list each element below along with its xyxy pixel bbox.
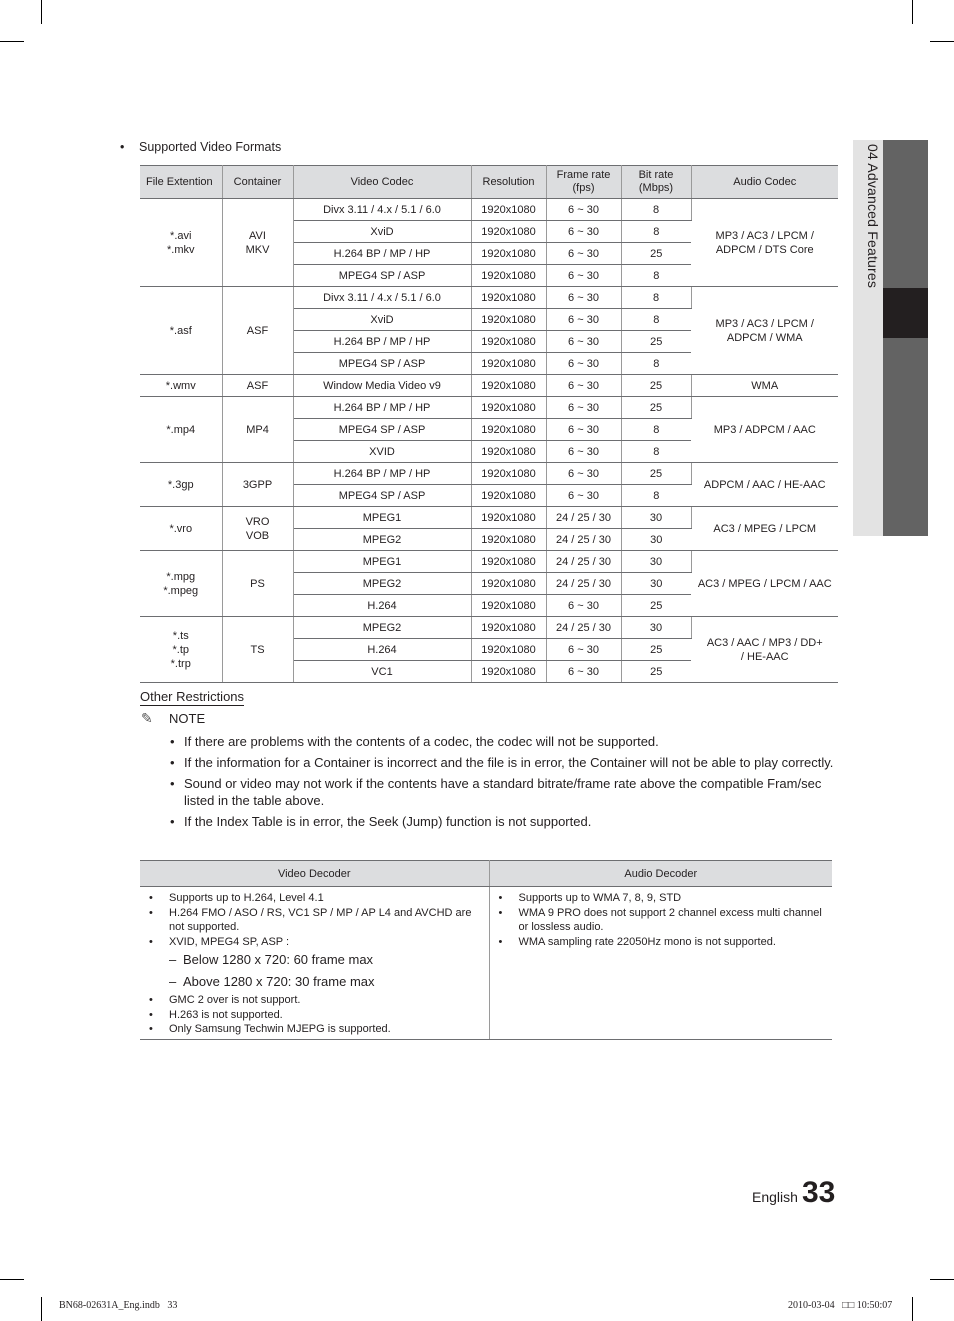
audio-codec-cell: MP3 / AC3 / LPCM / ADPCM / DTS Core <box>691 199 838 287</box>
video-codec-cell: H.264 BP / MP / HP <box>293 331 471 353</box>
video-codec-cell: MPEG2 <box>293 529 471 551</box>
list-item: • WMA 9 PRO does not support 2 channel excess multi channel or lossless audio. <box>498 906 827 935</box>
resolution-cell: 1920x1080 <box>471 309 546 331</box>
pencil-icon: ✎ <box>141 710 153 726</box>
note-item: • Sound or video may not work if the contents have a standard bitrate/frame rate above the compatible Fram/sec listed in the table above. <box>170 775 840 809</box>
frame-rate-cell: 6 ~ 30 <box>546 463 621 485</box>
video-format-table <box>140 165 838 683</box>
decoder-body-row <box>140 887 832 1040</box>
container-cell: PS <box>222 551 293 617</box>
file-extension-cell: *.avi *.mkv <box>140 199 222 287</box>
resolution-cell: 1920x1080 <box>471 463 546 485</box>
table-body <box>140 199 838 683</box>
audio-codec-cell: ADPCM / AAC / HE-AAC <box>691 463 838 507</box>
audio-decoder-cell <box>489 887 832 1040</box>
sub-list-item <box>148 949 483 971</box>
resolution-cell: 1920x1080 <box>471 441 546 463</box>
bit-rate-cell: 30 <box>621 551 691 573</box>
table-row <box>140 287 838 309</box>
list-item: • H.264 FMO / ASO / RS, VC1 SP / MP / AP L4 and AVCHD are not supported. <box>148 906 483 935</box>
container-cell: AVI MKV <box>222 199 293 287</box>
bit-rate-cell: 25 <box>621 375 691 397</box>
video-codec-cell: Divx 3.11 / 4.x / 5.1 / 6.0 <box>293 287 471 309</box>
bit-rate-cell: 8 <box>621 221 691 243</box>
decoder-table <box>140 860 832 1040</box>
footer-timestamp: 2010-03-04 □□ 10:50:07 <box>788 1300 893 1311</box>
video-codec-cell: XVID <box>293 441 471 463</box>
section-title-text: Supported Video Formats <box>139 140 282 154</box>
list-item: • Only Samsung Techwin MJEPG is supported. <box>148 1022 483 1037</box>
crop-mark <box>0 1279 24 1280</box>
resolution-cell: 1920x1080 <box>471 573 546 595</box>
container-cell: TS <box>222 617 293 683</box>
page-number: 33 <box>802 1176 836 1209</box>
bit-rate-cell: 8 <box>621 309 691 331</box>
crop-mark <box>41 0 42 24</box>
resolution-cell: 1920x1080 <box>471 287 546 309</box>
resolution-cell: 1920x1080 <box>471 221 546 243</box>
side-tab-current-marker <box>883 288 928 338</box>
frame-rate-cell: 6 ~ 30 <box>546 375 621 397</box>
bit-rate-cell: 25 <box>621 397 691 419</box>
video-codec-cell: MPEG1 <box>293 507 471 529</box>
frame-rate-cell: 6 ~ 30 <box>546 661 621 683</box>
bit-rate-cell: 8 <box>621 353 691 375</box>
video-codec-cell: MPEG4 SP / ASP <box>293 265 471 287</box>
audio-codec-cell: MP3 / AC3 / LPCM / ADPCM / WMA <box>691 287 838 375</box>
sub-list-item <box>148 971 483 993</box>
sub-list-item-text: Below 1280 x 720: 60 frame max <box>183 952 374 967</box>
footer-file-info: BN68-02631A_Eng.indb 33 <box>59 1300 178 1311</box>
video-codec-cell: VC1 <box>293 661 471 683</box>
table-row <box>140 199 838 221</box>
list-item: • H.263 is not supported. <box>148 1008 483 1023</box>
audio-decoder-header: Audio Decoder <box>489 861 832 887</box>
frame-rate-cell: 24 / 25 / 30 <box>546 573 621 595</box>
list-item: • XVID, MPEG4 SP, ASP : <box>148 935 483 950</box>
note-heading <box>141 710 205 727</box>
container-cell: VRO VOB <box>222 507 293 551</box>
bit-rate-cell: 25 <box>621 463 691 485</box>
resolution-cell: 1920x1080 <box>471 661 546 683</box>
video-codec-cell: H.264 BP / MP / HP <box>293 463 471 485</box>
frame-rate-cell: 6 ~ 30 <box>546 221 621 243</box>
video-codec-cell: XviD <box>293 309 471 331</box>
frame-rate-cell: 6 ~ 30 <box>546 397 621 419</box>
video-codec-cell: H.264 <box>293 639 471 661</box>
audio-codec-cell: WMA <box>691 375 838 397</box>
chapter-side-tab <box>853 140 928 536</box>
frame-rate-cell: 6 ~ 30 <box>546 243 621 265</box>
resolution-cell: 1920x1080 <box>471 595 546 617</box>
video-codec-cell: MPEG4 SP / ASP <box>293 419 471 441</box>
audio-codec-cell: AC3 / MPEG / LPCM <box>691 507 838 551</box>
resolution-cell: 1920x1080 <box>471 353 546 375</box>
video-codec-cell: Window Media Video v9 <box>293 375 471 397</box>
file-extension-cell: *.asf <box>140 287 222 375</box>
frame-rate-cell: 6 ~ 30 <box>546 309 621 331</box>
video-codec-cell: H.264 BP / MP / HP <box>293 243 471 265</box>
frame-rate-cell: 6 ~ 30 <box>546 419 621 441</box>
frame-rate-cell: 6 ~ 30 <box>546 265 621 287</box>
crop-mark <box>41 1297 42 1321</box>
container-cell: 3GPP <box>222 463 293 507</box>
crop-mark <box>930 1279 954 1280</box>
header-resolution: Resolution <box>471 166 546 199</box>
notes-list <box>170 733 840 834</box>
video-codec-cell: H.264 <box>293 595 471 617</box>
frame-rate-cell: 6 ~ 30 <box>546 331 621 353</box>
resolution-cell: 1920x1080 <box>471 617 546 639</box>
frame-rate-cell: 6 ~ 30 <box>546 485 621 507</box>
crop-mark <box>0 41 24 42</box>
header-frame-rate: Frame rate (fps) <box>546 166 621 199</box>
table-row <box>140 463 838 485</box>
note-item: • If the Index Table is in error, the Seek (Jump) function is not supported. <box>170 813 840 830</box>
file-extension-cell: *.mp4 <box>140 397 222 463</box>
video-codec-cell: MPEG2 <box>293 573 471 595</box>
resolution-cell: 1920x1080 <box>471 419 546 441</box>
resolution-cell: 1920x1080 <box>471 243 546 265</box>
bit-rate-cell: 25 <box>621 595 691 617</box>
video-codec-cell: MPEG4 SP / ASP <box>293 353 471 375</box>
resolution-cell: 1920x1080 <box>471 397 546 419</box>
chapter-label: 04 Advanced Features <box>865 144 881 289</box>
bit-rate-cell: 8 <box>621 485 691 507</box>
bit-rate-cell: 25 <box>621 661 691 683</box>
audio-codec-cell: AC3 / MPEG / LPCM / AAC <box>691 551 838 617</box>
bit-rate-cell: 25 <box>621 331 691 353</box>
frame-rate-cell: 24 / 25 / 30 <box>546 507 621 529</box>
sub-list-item-text: Above 1280 x 720: 30 frame max <box>183 974 375 989</box>
table-row <box>140 617 838 639</box>
note-item: • If there are problems with the contents of a codec, the codec will not be supported. <box>170 733 840 750</box>
audio-codec-cell: AC3 / AAC / MP3 / DD+ / HE-AAC <box>691 617 838 683</box>
frame-rate-cell: 6 ~ 30 <box>546 441 621 463</box>
resolution-cell: 1920x1080 <box>471 331 546 353</box>
list-item: • Supports up to WMA 7, 8, 9, STD <box>498 891 827 906</box>
resolution-cell: 1920x1080 <box>471 375 546 397</box>
frame-rate-cell: 6 ~ 30 <box>546 353 621 375</box>
list-item: • GMC 2 over is not support. <box>148 993 483 1008</box>
video-decoder-cell <box>140 887 489 1040</box>
frame-rate-cell: 24 / 25 / 30 <box>546 551 621 573</box>
audio-decoder-list <box>498 891 827 949</box>
video-codec-cell: XviD <box>293 221 471 243</box>
section-title: • Supported Video Formats <box>120 140 282 154</box>
crop-mark <box>930 41 954 42</box>
bit-rate-cell: 8 <box>621 265 691 287</box>
side-tab-dark <box>883 140 928 536</box>
page-language: English <box>752 1189 798 1205</box>
file-extension-cell: *.ts *.tp *.trp <box>140 617 222 683</box>
resolution-cell: 1920x1080 <box>471 199 546 221</box>
bit-rate-cell: 30 <box>621 573 691 595</box>
video-codec-cell: Divx 3.11 / 4.x / 5.1 / 6.0 <box>293 199 471 221</box>
video-codec-cell: MPEG1 <box>293 551 471 573</box>
video-decoder-list <box>148 891 483 1037</box>
bit-rate-cell: 8 <box>621 441 691 463</box>
crop-mark <box>912 0 913 24</box>
video-codec-cell: MPEG2 <box>293 617 471 639</box>
header-bit-rate: Bit rate (Mbps) <box>621 166 691 199</box>
container-cell: ASF <box>222 287 293 375</box>
resolution-cell: 1920x1080 <box>471 265 546 287</box>
bit-rate-cell: 25 <box>621 243 691 265</box>
bit-rate-cell: 8 <box>621 419 691 441</box>
container-cell: ASF <box>222 375 293 397</box>
frame-rate-cell: 24 / 25 / 30 <box>546 617 621 639</box>
table-row <box>140 507 838 529</box>
resolution-cell: 1920x1080 <box>471 551 546 573</box>
note-label: NOTE <box>169 711 206 726</box>
bit-rate-cell: 25 <box>621 639 691 661</box>
frame-rate-cell: 6 ~ 30 <box>546 639 621 661</box>
resolution-cell: 1920x1080 <box>471 507 546 529</box>
video-codec-cell: H.264 BP / MP / HP <box>293 397 471 419</box>
bit-rate-cell: 8 <box>621 199 691 221</box>
bit-rate-cell: 30 <box>621 529 691 551</box>
resolution-cell: 1920x1080 <box>471 485 546 507</box>
file-extension-cell: *.wmv <box>140 375 222 397</box>
bit-rate-cell: 30 <box>621 617 691 639</box>
header-video-codec: Video Codec <box>293 166 471 199</box>
resolution-cell: 1920x1080 <box>471 529 546 551</box>
frame-rate-cell: 6 ~ 30 <box>546 199 621 221</box>
note-item: • If the information for a Container is incorrect and the file is in error, the Container will not be able to play correctly. <box>170 754 840 771</box>
bit-rate-cell: 8 <box>621 287 691 309</box>
audio-codec-cell: MP3 / ADPCM / AAC <box>691 397 838 463</box>
header-file-extension: File Extention <box>140 166 222 199</box>
resolution-cell: 1920x1080 <box>471 639 546 661</box>
table-row <box>140 397 838 419</box>
frame-rate-cell: 6 ~ 30 <box>546 595 621 617</box>
container-cell: MP4 <box>222 397 293 463</box>
video-codec-cell: MPEG4 SP / ASP <box>293 485 471 507</box>
frame-rate-cell: 24 / 25 / 30 <box>546 529 621 551</box>
frame-rate-cell: 6 ~ 30 <box>546 287 621 309</box>
other-restrictions-heading: Other Restrictions <box>140 689 245 704</box>
file-extension-cell: *.mpg *.mpeg <box>140 551 222 617</box>
decoder-header-row <box>140 861 832 887</box>
table-row <box>140 551 838 573</box>
list-item: • WMA sampling rate 22050Hz mono is not supported. <box>498 935 827 950</box>
table-row <box>140 375 838 397</box>
file-extension-cell: *.3gp <box>140 463 222 507</box>
crop-mark <box>912 1297 913 1321</box>
video-decoder-header: Video Decoder <box>140 861 489 887</box>
file-extension-cell: *.vro <box>140 507 222 551</box>
header-audio-codec: Audio Codec <box>691 166 838 199</box>
header-container: Container <box>222 166 293 199</box>
bit-rate-cell: 30 <box>621 507 691 529</box>
list-item: • Supports up to H.264, Level 4.1 <box>148 891 483 906</box>
table-header-row <box>140 166 838 199</box>
